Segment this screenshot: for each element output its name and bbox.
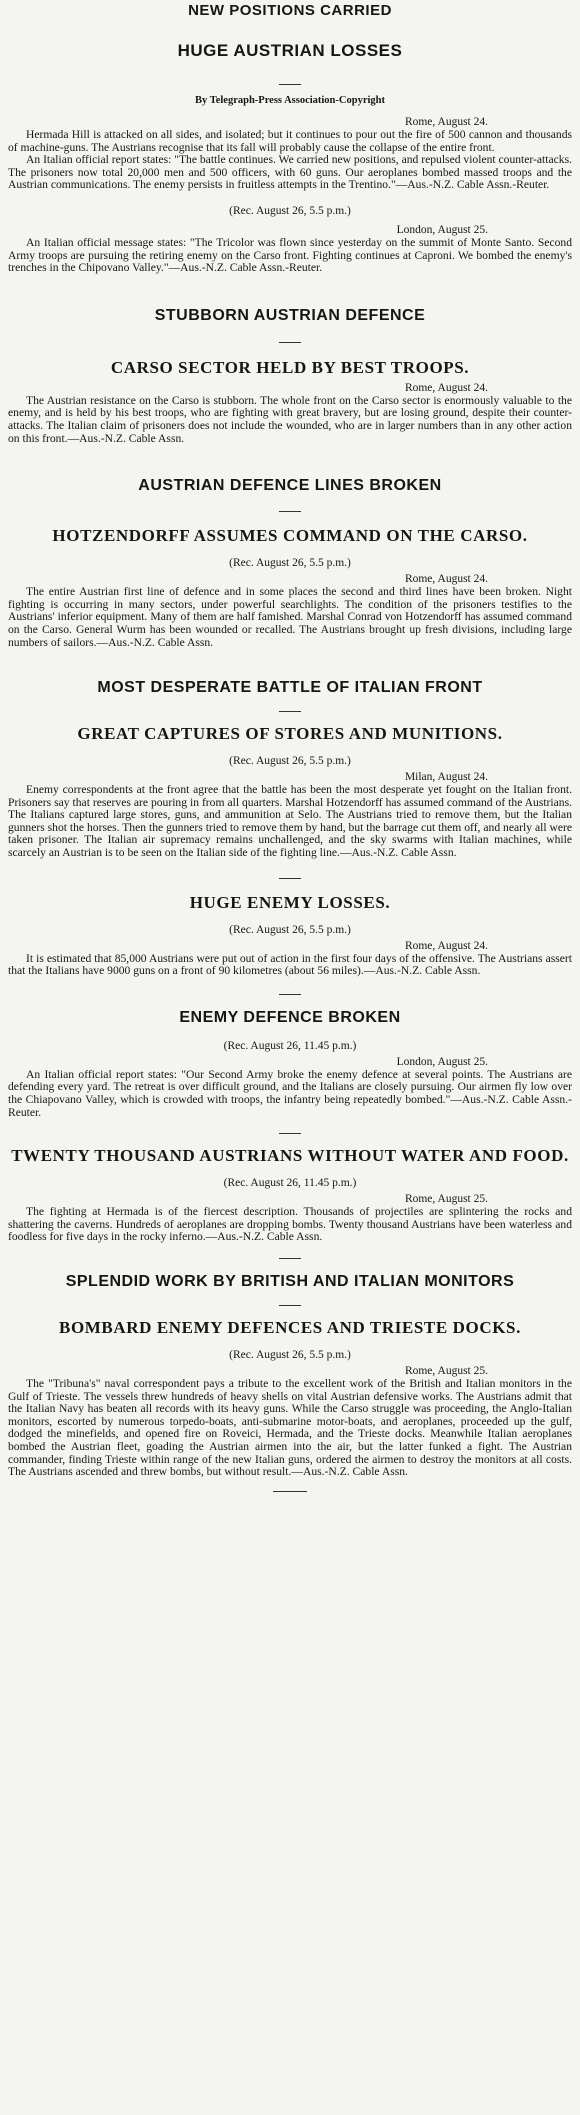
dateline: Rome, August 25. [404,1365,488,1377]
subheadline: HUGE ENEMY LOSSES. [189,892,391,912]
subheadline: BOMBARD ENEMY DEFENCES AND TRIESTE DOCKS. [59,1318,521,1337]
received-note: (Rec. August 26, 5.5 p.m.) [229,755,351,768]
dateline: Milan, August 24. [404,771,488,784]
received-note: (Rec. August 26, 11.45 p.m.) [223,1039,357,1052]
dateline: Rome, August 24. [404,116,488,128]
dateline: Rome, August 24. [404,939,488,952]
headline: MOST DESPERATE BATTLE OF ITALIAN FRONT [97,679,483,697]
article-twenty-thousand [0,1133,580,1244]
dateline: London, August 25. [396,223,488,236]
article-new-positions [0,0,580,275]
subheadline: HUGE AUSTRIAN LOSSES [177,41,403,60]
received-note: (Rec. August 26, 5.5 p.m.) [229,204,351,217]
dateline: London, August 25. [396,1055,488,1068]
article-desperate-battle [0,679,580,860]
article-paragraph: Enemy correspondents at the front agree that the battle has been the most desperate yet fought on the Italian front. Prisoners say that reserves are pouring in from all quarters. Marshal Hotzendorff has assumed command of the Austrians. The Italians captured large stores, guns, and ammunition at Selo. The Austrians tried to remove them, but the Italian gunners shot the horses. Then the gunners tried to remove them by hand, but the barrage cut them off, and nearly all were taken prisoner. The Italian air supremacy remains unchallenged, and the sky swarms with Italian machines, while scarcely an Austrian is to be seen on the Italian side of the fighting line.—Aus.-N.Z. Cable Assn. [8,783,572,860]
headline: STUBBORN AUSTRIAN DEFENCE [154,306,426,324]
article-paragraph: Hermada Hill is attacked on all sides, and isolated; but it continues to pour out the fire of 500 cannon and thousands of machine-guns. The Austrians recognise that its fall will probably cause the collapse of the entire front. [8,128,572,154]
headline: ENEMY DEFENCE BROKEN [179,1008,401,1026]
article-paragraph: The Austrian resistance on the Carso is stubborn. The whole front on the Carso sector is enormously valuable to the enemy, and is held by his best troops, who are fighting with great bravery, but are losing ground, despite their counter-attacks. The Italian claim of prisoners does not include the wounded, who are in larger numbers than in any other action on this front.—Aus.-N.Z. Cable Assn. [8,393,572,445]
byline: By Telegraph-Press Association-Copyright [195,95,385,106]
article-paragraph: An Italian official report states: "Our Second Army broke the enemy defence at several points. The Austrians are defending every yard. The retreat is over difficult ground, and the Italians are closely pursuing. Our airmen fly low over the Chiapovano Valley, which is crowded with troops, the infantry being repeatedly bombed."—Aus.-N.Z. Cable Assn.-Reuter. [8,1067,572,1119]
article-paragraph: An Italian official message states: "The Tricolor was flown since yesterday on the summit of Monte Santo. Second Army troops are pursuing the retiring enemy on the Carso front. Fighting continues at Caproni. We bombed the enemy's trenches in the Chipovano Valley."—Aus.-N.Z. Cable Assn.-Reuter. [8,235,572,275]
received-note: (Rec. August 26, 5.5 p.m.) [229,923,351,936]
dateline: Rome, August 25. [404,1193,488,1206]
headline: AUSTRIAN DEFENCE LINES BROKEN [138,477,442,495]
dateline: Rome, August 24. [404,381,488,394]
headline: NEW POSITIONS CARRIED [188,2,392,19]
subheadline: CARSO SECTOR HELD BY BEST TROOPS. [110,357,470,377]
divider [273,1491,307,1492]
article-paragraph: The fighting at Hermada is of the fiercest description. Thousands of projectiles are splintering the rocks and shattering the caverns. Hundreds of aeroplanes are dropping bombs. Twenty thousand Austrians have been waterless and foodless for five days in the rocky inferno.—Aus.-N.Z. Cable Assn. [8,1205,572,1244]
article-paragraph: An Italian official report states: "The battle continues. We carried new positions, and repulsed violent counter-attacks. The prisoners now total 20,000 men and 500 officers, with 60 guns. Our aeroplanes bombed massed troops and the Austrian communications. The enemy persists in fruitless attempts in the Trentino."—Aus.-N.Z. Cable Assn.-Reuter. [8,153,572,192]
received-note: (Rec. August 26, 5.5 p.m.) [229,1349,351,1361]
subheadline: GREAT CAPTURES OF STORES AND MUNITIONS. [77,724,503,744]
received-note: (Rec. August 26, 5.5 p.m.) [229,557,351,570]
article-huge-enemy-losses [0,878,580,978]
subheadline: TWENTY THOUSAND AUSTRIANS WITHOUT WATER AND FOOD. [11,1146,569,1166]
headline: SPLENDID WORK BY BRITISH AND ITALIAN MONITORS [65,1273,515,1290]
article-paragraph: The entire Austrian first line of defence and in some places the second and third lines have been broken. Night fighting is occurring in many sectors, under powerful searchlights. The condition of the prisoners testifies to the Austrians' inferior equipment. Many of them are half famished. Marshal Conrad von Hotzendorff has assumed command on the Carso. General Wurm has been wounded or recalled. The Austrians brought up fresh divisions, including large numbers of sailors.—Aus.-N.Z. Cable Assn. [8,585,572,649]
subheadline: HOTZENDORFF ASSUMES COMMAND ON THE CARSO. [52,526,528,546]
dateline: Rome, August 24. [404,573,488,586]
article-stubborn-defence [0,307,580,445]
article-splendid-work [0,1258,580,1492]
article-enemy-defence-broken [0,994,580,1119]
article-defence-lines-broken [0,477,580,649]
received-note: (Rec. August 26, 11.45 p.m.) [223,1177,357,1190]
article-paragraph: The "Tribuna's" naval correspondent pays a tribute to the excellent work of the British and Italian monitors in the Gulf of Trieste. The vessels threw hundreds of heavy shells on vital Austrian defensive works. The Austrians admit that the Italian Navy has beaten all records with its heavy guns. While the Carso struggle was proceeding, the Anglo-Italian monitors, escorted by numerous torpedo-boats, anti-submarine motor-boats, and aeroplanes, proceeded up the gulf, dodged the minefields, and opened fire on Roveici, Hermada, and the Trieste docks. Meanwhile Italian aeroplanes bombed the Austrian fleet, goading the Austrian airmen into the air, but the latter funked a fight. The Austrian commander, finding Trieste within range of the new Italian guns, ordered the airmen to destroy the monitors at all costs. The Austrians ascended and threw bombs, but without result.—Aus.-N.Z. Cable Assn. [8,1377,572,1479]
article-paragraph: It is estimated that 85,000 Austrians were put out of action in the first four days of the offensive. The Austrians assert that the Italians have 9000 guns on a front of 90 kilometres (about 56 miles).—Aus.-N.Z. Cable Assn. [8,951,572,978]
